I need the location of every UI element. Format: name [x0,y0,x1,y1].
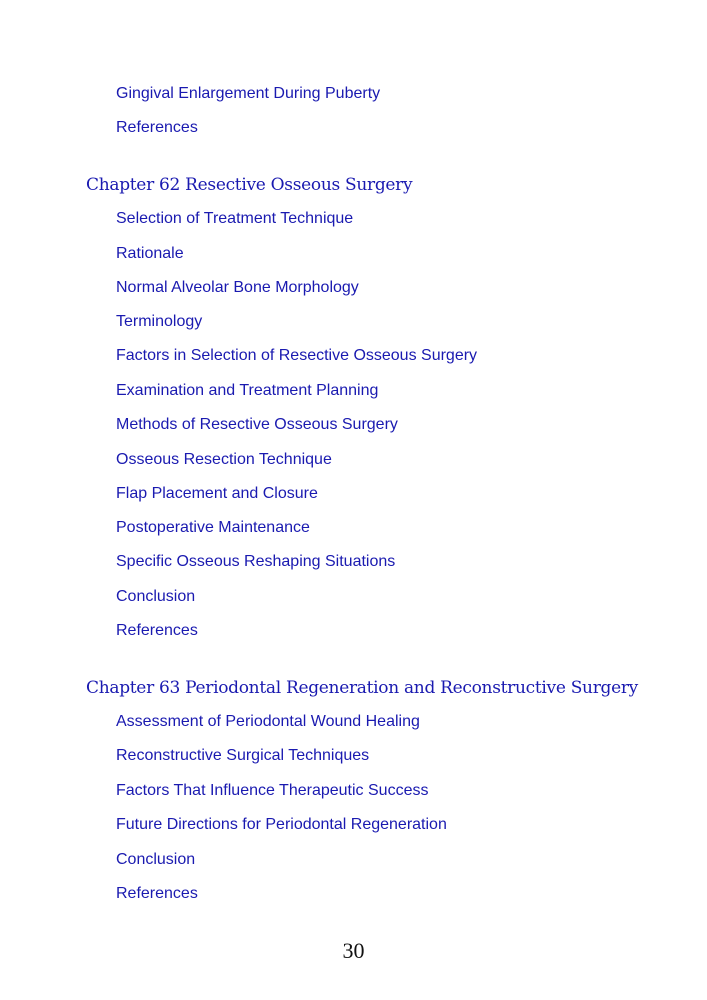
toc-link-specific-osseous-reshaping[interactable]: Specific Osseous Reshaping Situations [116,553,396,570]
toc-link-assessment-wound-healing[interactable]: Assessment of Periodontal Wound Healing [116,713,420,730]
toc-link-references[interactable]: References [116,119,198,136]
chapter-63-heading[interactable]: Chapter 63 Periodontal Regeneration and Reconstructive Surgery [86,678,638,698]
toc-link-conclusion[interactable]: Conclusion [116,588,196,605]
toc-link-postoperative-maintenance[interactable]: Postoperative Maintenance [116,519,310,536]
chapter-62-heading[interactable]: Chapter 62 Resective Osseous Surgery [86,175,413,195]
toc-link-methods-resective-surgery[interactable]: Methods of Resective Osseous Surgery [116,416,398,433]
toc-link-reconstructive-surgical-techniques[interactable]: Reconstructive Surgical Techniques [116,747,370,764]
toc-link-examination-treatment-planning[interactable]: Examination and Treatment Planning [116,382,379,399]
toc-link-future-directions-regeneration[interactable]: Future Directions for Periodontal Regeneration [116,816,447,833]
toc-link-conclusion[interactable]: Conclusion [116,851,196,868]
page-number: 30 [342,938,365,963]
toc-link-gingival-enlargement-puberty[interactable]: Gingival Enlargement During Puberty [116,85,381,102]
toc-link-rationale[interactable]: Rationale [116,245,184,262]
toc-link-references[interactable]: References [116,622,198,639]
toc-link-selection-treatment-technique[interactable]: Selection of Treatment Technique [116,210,354,227]
toc-link-references[interactable]: References [116,885,198,902]
toc-link-factors-therapeutic-success[interactable]: Factors That Influence Therapeutic Success [116,782,429,799]
toc-link-osseous-resection-technique[interactable]: Osseous Resection Technique [116,451,332,468]
toc-link-factors-selection-resective[interactable]: Factors in Selection of Resective Osseous Surgery [116,347,478,364]
toc-link-terminology[interactable]: Terminology [116,313,203,330]
toc-link-normal-alveolar-bone-morphology[interactable]: Normal Alveolar Bone Morphology [116,279,359,296]
toc-link-flap-placement-closure[interactable]: Flap Placement and Closure [116,485,318,502]
